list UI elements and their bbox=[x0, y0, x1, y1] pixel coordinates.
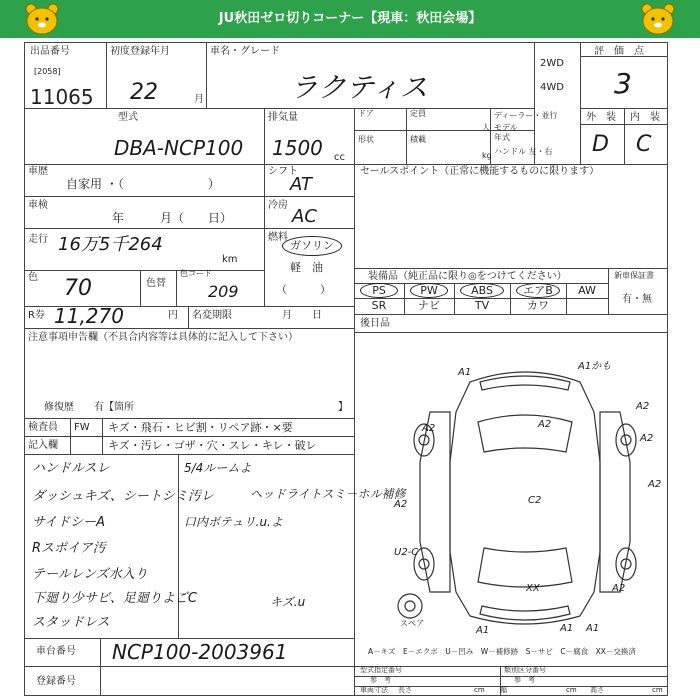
note-item: サイドシーA bbox=[32, 515, 105, 530]
fuel-label: 燃料 bbox=[268, 232, 288, 243]
legend: A－キズ E－エクボ U－凹み W－補修跡 S－サビ C－腐食 XX－交換済 bbox=[368, 647, 636, 656]
model-label: 型式 bbox=[118, 112, 138, 123]
wd4-label: 4WD bbox=[540, 82, 564, 93]
cap-unit: 人 bbox=[482, 123, 490, 132]
equipment-item: AW bbox=[578, 284, 596, 297]
handle-label: ハンドル 左・右 bbox=[494, 147, 553, 156]
damage-mark: A2 bbox=[538, 419, 552, 430]
load-unit: kg bbox=[482, 151, 492, 160]
ac-value: AC bbox=[292, 206, 317, 227]
width-label: 幅 bbox=[500, 686, 507, 694]
reg-month-unit: 月 bbox=[194, 94, 204, 105]
ac-label: 冷房 bbox=[268, 200, 288, 211]
equipment-circle bbox=[360, 283, 398, 298]
equipment-item: ABS bbox=[471, 284, 493, 297]
name-value: ラクティス bbox=[290, 71, 428, 104]
repair-close: 】 bbox=[338, 402, 348, 413]
damage-mark: A2 bbox=[394, 499, 408, 510]
equipment-item: PS bbox=[372, 284, 386, 297]
equipment-item: PW bbox=[420, 284, 438, 297]
equipment-item: エアB bbox=[523, 284, 553, 297]
history-value: 自家用 ・（ ） bbox=[66, 177, 220, 191]
shift-value: AT bbox=[290, 174, 312, 195]
dealer-label: ディーラー・並行 bbox=[494, 111, 558, 120]
cap-label: 定員 bbox=[410, 109, 426, 118]
mileage-unit: km bbox=[222, 254, 238, 265]
note-item: 5/4ルームよ bbox=[184, 461, 252, 475]
note-item: 口内ボテュリ.u.よ bbox=[184, 515, 283, 529]
model-value: DBA-NCP100 bbox=[114, 136, 244, 160]
damage-mark: U2-C bbox=[394, 547, 419, 558]
fuel-paren: （ ） bbox=[276, 283, 331, 296]
entry-label: 記入欄 bbox=[28, 440, 58, 451]
name-label: 車名・グレード bbox=[210, 46, 280, 57]
recycle-unit: 円 bbox=[168, 310, 178, 321]
int-label: 内 装 bbox=[630, 112, 660, 123]
note-item: キズ.u bbox=[270, 595, 306, 609]
ext-value: D bbox=[592, 132, 609, 157]
damage-mark: A1 bbox=[476, 625, 490, 636]
ref-label-2: 参 考 bbox=[514, 676, 535, 684]
length-label: 長さ bbox=[398, 686, 412, 694]
mileage-value: 16万5千264 bbox=[58, 234, 163, 255]
spec-label-1: 型式指定番号 bbox=[360, 666, 402, 674]
note-item: Rスポイア汚 bbox=[32, 541, 106, 556]
wd2-label: 2WD bbox=[540, 58, 564, 69]
shape-label: 形状 bbox=[358, 135, 374, 144]
damage-mark: A2 bbox=[636, 401, 650, 412]
warranty-label: 新車保証書 bbox=[614, 271, 654, 280]
color-value: 70 bbox=[64, 276, 92, 301]
ext-label: 外 装 bbox=[586, 112, 616, 123]
car-damage-diagram bbox=[380, 352, 670, 642]
ref-label-1: 参 考 bbox=[370, 676, 391, 684]
equipment-item: TV bbox=[474, 299, 490, 312]
damage-mark: A1かも bbox=[578, 361, 612, 372]
note-item: スタッドレス bbox=[32, 615, 110, 630]
damage-mark: A2 bbox=[648, 479, 662, 490]
note-item: テールレンズ水入り bbox=[32, 567, 148, 582]
history-label: 車歴 bbox=[28, 166, 48, 177]
equipment-item: カワ bbox=[527, 299, 549, 312]
damage-mark: C2 bbox=[528, 495, 542, 506]
meigi-label: 名変期限 bbox=[192, 310, 232, 321]
equipment-circle bbox=[460, 283, 504, 298]
damage-mark: XX bbox=[526, 583, 540, 594]
chassis-label: 車台番号 bbox=[36, 646, 76, 657]
damage-mark: A2 bbox=[422, 423, 436, 434]
mileage-label: 走行 bbox=[28, 234, 48, 245]
equip-label: 装備品（純正品に限り◎をつけてください） bbox=[368, 271, 567, 282]
equipment-circle bbox=[516, 283, 560, 298]
color-code-value: 209 bbox=[208, 282, 239, 301]
year-label: 年式 bbox=[494, 133, 510, 142]
fuel-gas: ガソリン bbox=[290, 239, 334, 252]
note-item: ダッシュキズ、シートシミ汚レ bbox=[32, 489, 214, 504]
shift-label: シフト bbox=[268, 166, 298, 177]
disp-label: 排気量 bbox=[268, 112, 298, 123]
mascot-bear-icon bbox=[24, 2, 60, 36]
meigi-value: 月 日 bbox=[282, 310, 322, 321]
notice-label: 注意事項申告欄（不具合内容等は具体的に記入して下さい） bbox=[28, 332, 298, 343]
fw-label: FW bbox=[74, 422, 90, 433]
recycle-label: R券 bbox=[28, 310, 45, 321]
lot-sub: [2058] bbox=[34, 67, 61, 76]
recycle-value: 11,270 bbox=[54, 304, 124, 328]
sales-label: セールスポイント（正常に機能するものに限ります） bbox=[360, 166, 600, 177]
disp-value: 1500 bbox=[272, 136, 323, 160]
reg-label: 初度登録年月 bbox=[110, 46, 170, 57]
door-label: ドア bbox=[358, 109, 374, 118]
color-label: 色 bbox=[28, 272, 38, 283]
note-item: ハンドルスレ bbox=[32, 461, 110, 476]
equipment-item: ナビ bbox=[418, 299, 440, 312]
color-code-label: 色コード bbox=[180, 269, 212, 278]
spare-label: スペア bbox=[400, 619, 424, 628]
check-options: キズ・飛石・ヒビ割・リペア跡・×要 bbox=[108, 421, 293, 434]
mascot-bear-icon bbox=[640, 2, 676, 36]
repaint-label: 色替 bbox=[146, 278, 166, 289]
lot-label: 出品番号 bbox=[30, 46, 70, 57]
width-unit: cm bbox=[566, 686, 577, 694]
disp-unit: cc bbox=[334, 152, 345, 163]
damage-mark: A2 bbox=[612, 583, 626, 594]
load-label: 積載 bbox=[410, 135, 426, 144]
equipment-item: SR bbox=[371, 299, 387, 312]
spec-label-2: 類別区分番号 bbox=[504, 666, 546, 674]
length-unit: cm bbox=[474, 686, 485, 694]
rear-seat-label: 後日品 bbox=[360, 318, 390, 329]
inspection-label: 車検 bbox=[28, 200, 48, 211]
lot-number: 11065 bbox=[30, 85, 94, 109]
damage-mark: A1 bbox=[560, 623, 574, 634]
repair-label: 修復歴 有【箇所 bbox=[44, 402, 134, 413]
reg-year: 22 bbox=[130, 80, 158, 105]
damage-mark: A2 bbox=[640, 433, 654, 444]
grade-label: 評 価 点 bbox=[594, 46, 644, 57]
note-item: 下廻り少サビ、足廻りよごC bbox=[32, 591, 197, 606]
warranty-value: 有・無 bbox=[622, 294, 652, 305]
height-label: 高さ bbox=[590, 686, 604, 694]
inspection-value: 年 月（ 日） bbox=[112, 211, 233, 225]
note-item: ヘッドライトスミ－ホル補修 bbox=[250, 487, 406, 501]
check-options-2: キズ・汚レ・ゴザ・穴・スレ・キレ・破レ bbox=[108, 439, 317, 452]
chassis-value: NCP100-2003961 bbox=[112, 640, 288, 664]
check-label: 検査員 bbox=[28, 422, 58, 433]
damage-mark: A1 bbox=[586, 623, 600, 634]
height-unit: cm bbox=[652, 686, 663, 694]
fuel-diesel: 軽 油 bbox=[290, 261, 323, 274]
dims-label: 車両寸法 bbox=[360, 686, 388, 694]
header-title: JU秋田ゼロ切りコーナー【現車：秋田会場】 bbox=[218, 11, 482, 26]
model-year-label: モデル bbox=[494, 123, 518, 132]
damage-mark: A1 bbox=[458, 367, 472, 378]
grade-value: 3 bbox=[614, 67, 632, 100]
equipment-circle bbox=[410, 283, 448, 298]
regnum-label: 登録番号 bbox=[36, 676, 76, 687]
int-value: C bbox=[636, 132, 652, 157]
